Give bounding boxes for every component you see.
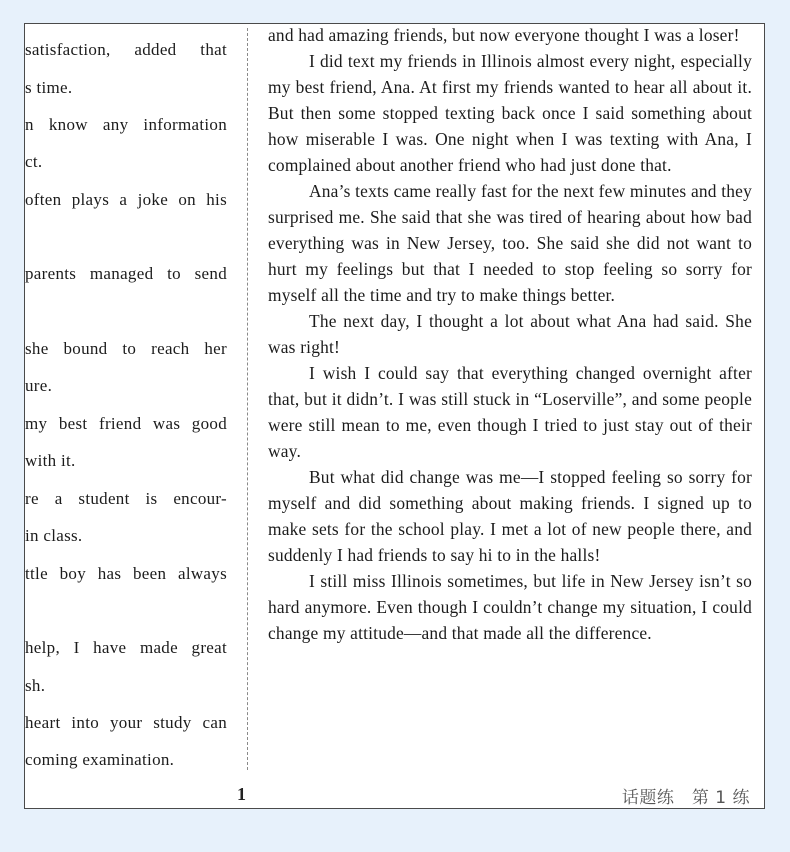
- left-line: she bound to reach her: [25, 339, 227, 358]
- left-line: in class.: [25, 526, 83, 545]
- paragraph: The next day, I thought a lot about what Ana had said. She was right!: [268, 311, 752, 357]
- paragraph: I did text my friends in Illinois almost every night, especially my best friend, Ana. At first my friends wanted to hear all about it. But then some stopped texting back once I said something about how miserable I was. One night when I was texting with Ana, I complained about another friend who had just done that.: [268, 51, 752, 175]
- left-line: with it.: [25, 451, 76, 470]
- paragraph: I wish I could say that everything changed overnight after that, but it didn’t. I was still stuck in “Loserville”, and some people were still mean to me, even though I tried to just stay out of their way.: [268, 363, 752, 461]
- left-line: help, I have made great: [25, 638, 227, 657]
- left-line: re a student is encour-: [25, 489, 227, 508]
- left-line: my best friend was good: [25, 414, 227, 433]
- document-page: [24, 23, 765, 809]
- left-line: heart into your study can: [25, 713, 227, 732]
- paragraph: I still miss Illinois sometimes, but life in New Jersey isn’t so hard anymore. Even though I couldn’t change my situation, I could change my attitude—and that made all the difference.: [268, 571, 752, 643]
- paragraph: But what did change was me—I stopped feeling so sorry for myself and did something about making friends. I signed up to make sets for the school play. I met a lot of new people there, and suddenly I had friends to say hi to in the halls!: [268, 467, 752, 565]
- footer-section-label: 话题练 第 1 练: [621, 788, 750, 808]
- left-line: [25, 227, 227, 247]
- left-line: coming examination.: [25, 750, 175, 769]
- right-column: [268, 23, 752, 646]
- paragraph: and had amazing friends, but now everyone thought I was a loser!: [268, 25, 740, 45]
- paragraph: Ana’s texts came really fast for the next few minutes and they surprised me. She said that she was tired of hearing about how bad everything was in New Jersey, too. She said she did not want to hurt my feelings but that I needed to stop feeling so sorry for myself all the time and try to make things better.: [268, 181, 752, 305]
- left-line: parents managed to send: [25, 264, 227, 283]
- left-line: ct.: [25, 152, 43, 171]
- left-line: [25, 302, 227, 322]
- left-line: often plays a joke on his: [25, 190, 227, 209]
- left-line: s time.: [25, 78, 73, 97]
- left-line: satisfaction, added that: [25, 40, 227, 59]
- page-number: 1: [237, 784, 246, 804]
- left-line: ttle boy has been always: [25, 564, 227, 583]
- column-divider: [247, 28, 248, 770]
- left-line: n know any information: [25, 115, 227, 134]
- left-line: sh.: [25, 676, 46, 695]
- left-line: [25, 601, 227, 621]
- left-column: [25, 24, 247, 784]
- left-line: ure.: [25, 376, 53, 395]
